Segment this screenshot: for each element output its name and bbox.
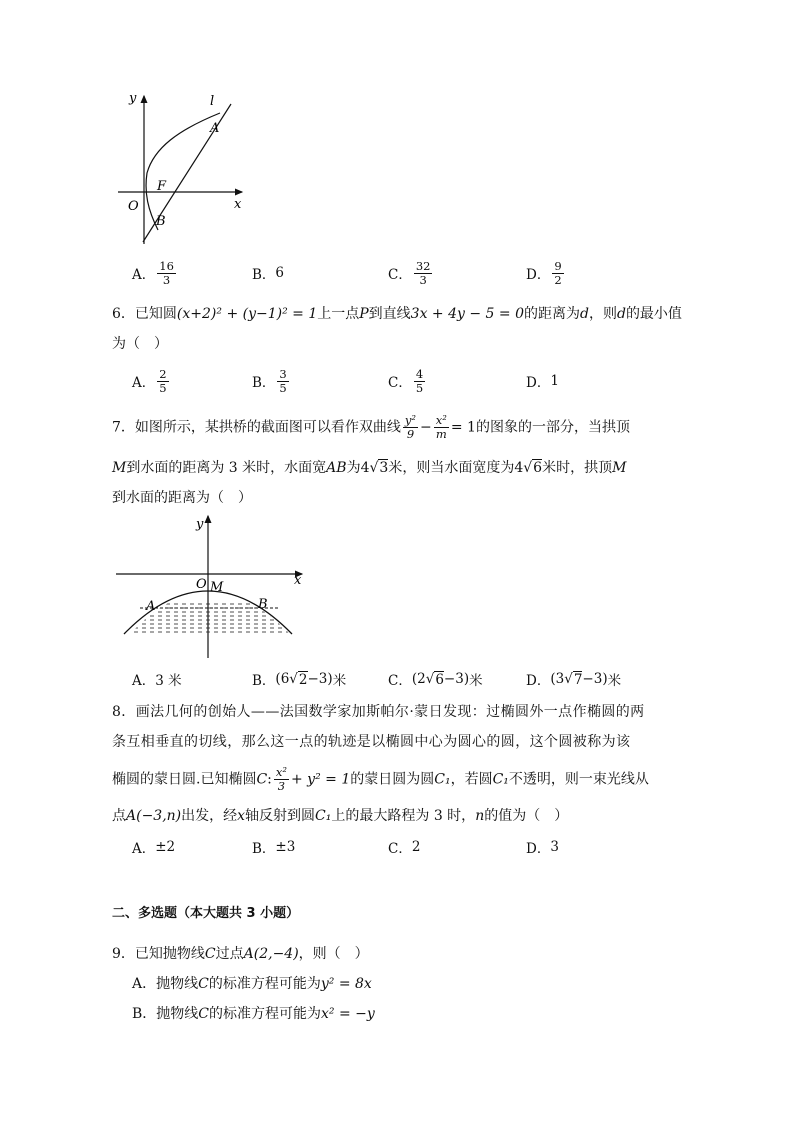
q6-line1: 6．已知圆(x+2)² + (y−1)² = 1上一点P到直线3x + 4y − 5 = 0的距离为d，则d的最小值 (112, 306, 682, 322)
q8-choice-a[interactable]: A． ±2 (132, 839, 176, 857)
figure-arch-bridge (110, 510, 310, 662)
q5-choice-c[interactable]: C． $\frac{32}{3}$ (388, 258, 431, 287)
q6-choice-c[interactable]: C． $\frac{4}{5}$ (388, 366, 424, 395)
q6-choice-d[interactable]: D． 1 (526, 373, 559, 391)
q6-line2: 为（ ） (112, 336, 168, 352)
q7-choice-d[interactable]: D． ( 3 √ 7 −3 ) 米 (526, 671, 622, 689)
label-y: y (129, 91, 137, 106)
q9-stem: 9．已知抛物线C过点A(2,−4)，则（ ） (112, 946, 369, 962)
q6-choice-a[interactable]: A． $\frac{2}{5}$ (132, 366, 167, 395)
label-A: A (210, 121, 220, 136)
q8-line3: 椭圆的蒙日圆.已知椭圆C: $\frac{\text{x²}}{3}$ + y² = 1的蒙日圆为圆C₁，若圆C₁不透明，则一束光线从 (112, 765, 649, 793)
label-M: M (210, 580, 224, 595)
q8-choice-b[interactable]: B． ±3 (252, 839, 296, 857)
label-F: F (157, 179, 167, 194)
label-x: x (234, 197, 242, 212)
label-y: y (196, 517, 204, 532)
q7-choice-b[interactable]: B． ( 6 √ 2 −3 ) 米 (252, 671, 347, 689)
q8-line1: 8．画法几何的创始人——法国数学家加斯帕尔·蒙日发现：过椭圆外一点作椭圆的两 (112, 704, 645, 720)
q6-choice-b[interactable]: B． $\frac{3}{5}$ (252, 366, 287, 395)
q7-line3: 到水面的距离为（ ） (112, 490, 252, 506)
q7-choice-c[interactable]: C． ( 2 √ 6 −3 ) 米 (388, 671, 483, 689)
label-O: O (196, 577, 207, 592)
label-O: O (128, 199, 139, 214)
q5-choice-d[interactable]: D． $\frac{9}{2}$ (526, 258, 562, 287)
label-A: A (146, 599, 156, 614)
label-B: B (258, 597, 268, 612)
q5-choice-a[interactable]: A． $\frac{16}{3}$ (132, 258, 174, 287)
q9-option-a[interactable]: A．抛物线C的标准方程可能为y² = 8x (132, 976, 372, 992)
q5-choices (132, 258, 692, 288)
q7-line2: M到水面的距离为 3 米时，水面宽AB为4√3米，则当水面宽度为4√6米时，拱顶M (112, 460, 627, 476)
q8-choice-c[interactable]: C． 2 (388, 839, 421, 857)
q8-choice-d[interactable]: D． 3 (526, 839, 559, 857)
q7-choices (132, 664, 692, 694)
q8-choices (132, 832, 692, 862)
label-B: B (156, 214, 166, 229)
label-x: x (294, 573, 302, 588)
q7-line1: 7．如图所示，某拱桥的截面图可以看作双曲线 $\frac{\text{y²}}{9}$ − $\frac{\text{x²}}{m}$ = 1的图象的一部分，当拱顶 (112, 413, 630, 441)
q8-line4: 点A(−3,n)出发，经x轴反射到圆C₁上的最大路程为 3 时，n的值为（ ） (112, 808, 569, 824)
q6-choices (132, 366, 692, 396)
q7-choice-a[interactable]: A． 3 米 (132, 673, 182, 689)
parabola-curve (146, 113, 220, 230)
q5-choice-b[interactable]: B． 6 (252, 265, 285, 283)
label-l: l (210, 94, 215, 109)
q9-option-b[interactable]: B．抛物线C的标准方程可能为x² = −y (132, 1006, 375, 1022)
section-heading: 二、多选题（本大题共 3 小题） (112, 906, 300, 921)
figure-parabola-line (110, 88, 260, 248)
q8-line2: 条互相垂直的切线，那么这一点的轨迹是以椭圆中心为圆心的圆，这个圆被称为该 (112, 734, 631, 750)
